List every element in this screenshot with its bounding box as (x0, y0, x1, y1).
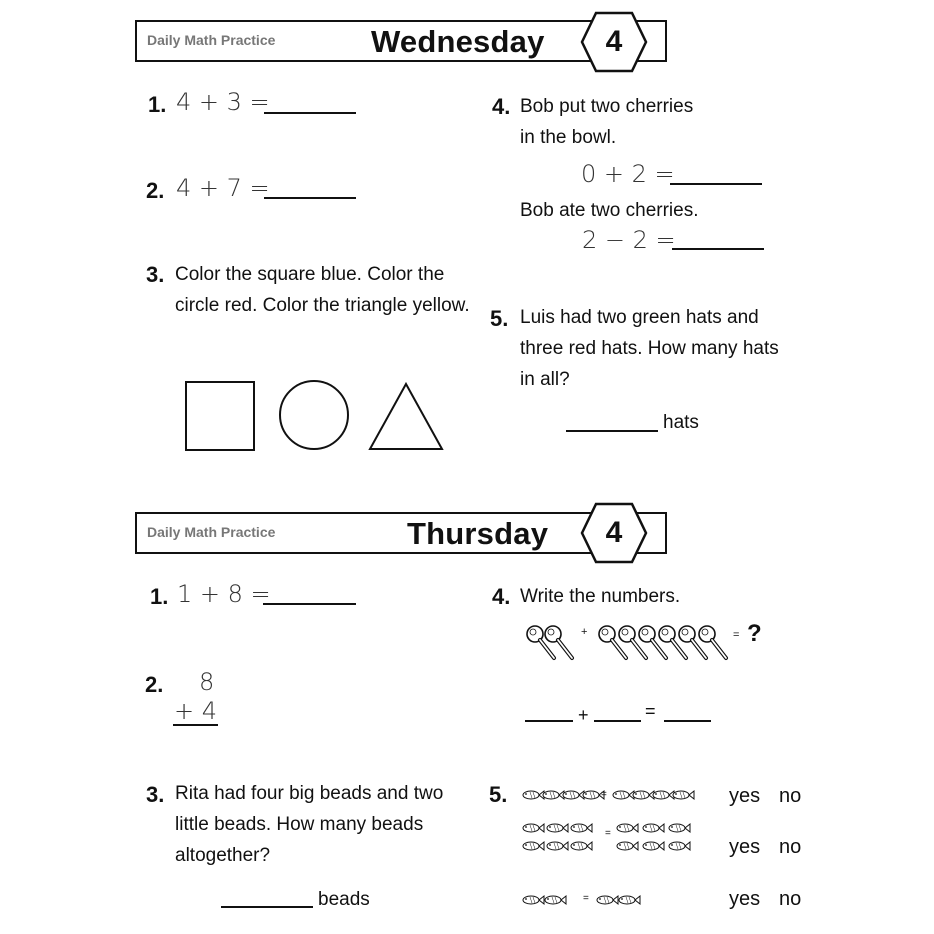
fish-icon (563, 791, 584, 799)
thu-q3-line2: little beads. How many beads (175, 814, 424, 835)
wed-q5-line2: three red hats. How many hats (520, 338, 779, 359)
triangle-shape (370, 384, 442, 449)
thu-q4-plus-symbol: + (581, 626, 588, 638)
wed-q4-expression1: 0 + 2 = (581, 160, 675, 188)
fish-icon (545, 896, 566, 904)
fish-icon (617, 842, 638, 850)
wed-q5-number: 5. (490, 306, 509, 331)
wed-q4-line1: Bob put two cherries (520, 96, 694, 117)
fish-icon (617, 824, 638, 832)
fish-icon (523, 842, 544, 850)
thursday-lesson-number: 4 (605, 516, 623, 549)
thu-q3-answer-blank[interactable] (221, 906, 313, 908)
thu-q4-prompt: Write the numbers. (520, 586, 681, 607)
thu-q4-eq-plus: + (578, 705, 589, 725)
thursday-day-title: Thursday (407, 516, 549, 551)
thu-q5-row1-equals: = (601, 789, 607, 800)
thursday-hexagon-badge (580, 502, 648, 564)
wed-q3-shapes (180, 378, 450, 454)
thu-q5-row3-equals: = (583, 893, 589, 904)
fish-icon (669, 842, 690, 850)
thu-q5-row2-yes[interactable]: yes (729, 836, 761, 858)
thu-q3-number: 3. (146, 782, 165, 807)
thu-q4-blank3[interactable] (664, 720, 711, 722)
fish-icon (633, 791, 654, 799)
fish-icon (653, 791, 674, 799)
wednesday-day-title: Wednesday (371, 24, 545, 59)
wed-q4-line2: in the bowl. (520, 127, 617, 148)
wed-q1-number: 1. (148, 92, 167, 117)
fish-icon (523, 824, 544, 832)
thu-q4-blank1[interactable] (525, 720, 573, 722)
thu-q5-number: 5. (489, 782, 508, 807)
wed-q5-unit: hats (663, 412, 699, 433)
thu-q3-line3: altogether? (175, 845, 271, 866)
wed-q1-answer-blank[interactable] (264, 112, 356, 114)
thu-q2-bottom-number: + 4 (174, 697, 218, 725)
thu-q5-row3-yes[interactable]: yes (729, 888, 761, 910)
fish-icon (673, 791, 694, 799)
thu-q5-row3-no[interactable]: no (779, 888, 802, 910)
thu-q3-unit: beads (318, 889, 370, 910)
square-shape (186, 382, 254, 450)
thu-q4-equals-symbol: = (733, 629, 740, 641)
thu-q1-number: 1. (150, 584, 169, 609)
fish-icon (571, 842, 592, 850)
wed-q3-number: 3. (146, 262, 165, 287)
thu-q5-fish-groups (518, 780, 718, 910)
fish-icon (547, 842, 568, 850)
thu-q4-number: 4. (492, 584, 511, 609)
thu-q4-eq-equals: = (645, 701, 656, 721)
fish-icon (547, 824, 568, 832)
wed-q3-line1: Color the square blue. Color the (175, 264, 445, 285)
fish-icon (613, 791, 634, 799)
fish-icon (643, 842, 664, 850)
thursday-header-label: Daily Math Practice (147, 524, 276, 540)
wed-q5-line1: Luis had two green hats and (520, 307, 759, 328)
wed-q4-expression2: 2 − 2 = (582, 226, 676, 254)
fish-icon (523, 896, 544, 904)
fish-icon (643, 824, 664, 832)
thu-q1-answer-blank[interactable] (263, 603, 356, 605)
wed-q2-number: 2. (146, 178, 165, 203)
thu-q4-question-mark: ? (747, 620, 762, 647)
wed-q4-number: 4. (492, 94, 511, 119)
thu-q5-row1-no[interactable]: no (779, 785, 802, 807)
thu-q1-expression: 1 + 8 = (177, 580, 271, 608)
thu-q5-row2-equals: = (605, 828, 611, 839)
wed-q5-answer-blank[interactable] (566, 430, 658, 432)
wednesday-lesson-number: 4 (605, 25, 623, 58)
wed-q4-line3: Bob ate two cherries. (520, 200, 699, 221)
wed-q4-answer-blank1[interactable] (670, 183, 762, 185)
fish-icon (523, 791, 544, 799)
fish-icon (669, 824, 690, 832)
thu-q2-number: 2. (145, 672, 164, 697)
fish-icon (597, 896, 618, 904)
thu-q3-line1: Rita had four big beads and two (175, 783, 444, 804)
wed-q1-expression: 4 + 3 = (176, 88, 270, 116)
circle-shape (280, 381, 348, 449)
thu-q5-row1-yes[interactable]: yes (729, 785, 761, 807)
thu-q5-row2-no[interactable]: no (779, 836, 802, 858)
fish-icon (619, 896, 640, 904)
wed-q2-answer-blank[interactable] (264, 197, 356, 199)
wed-q5-line3: in all? (520, 369, 570, 390)
thu-q4-blank2[interactable] (594, 720, 641, 722)
wed-q4-answer-blank2[interactable] (672, 248, 764, 250)
wed-q2-expression: 4 + 7 = (176, 174, 270, 202)
fish-icon (571, 824, 592, 832)
thu-q2-sum-line[interactable] (173, 724, 218, 726)
thu-q2-top-number: 8 (199, 668, 215, 696)
wednesday-hexagon-badge (580, 11, 648, 73)
wednesday-header-label: Daily Math Practice (147, 32, 276, 48)
wed-q3-line2: circle red. Color the triangle yellow. (175, 295, 470, 316)
fish-icon (543, 791, 564, 799)
thu-q4-magnifier-row (522, 620, 740, 668)
